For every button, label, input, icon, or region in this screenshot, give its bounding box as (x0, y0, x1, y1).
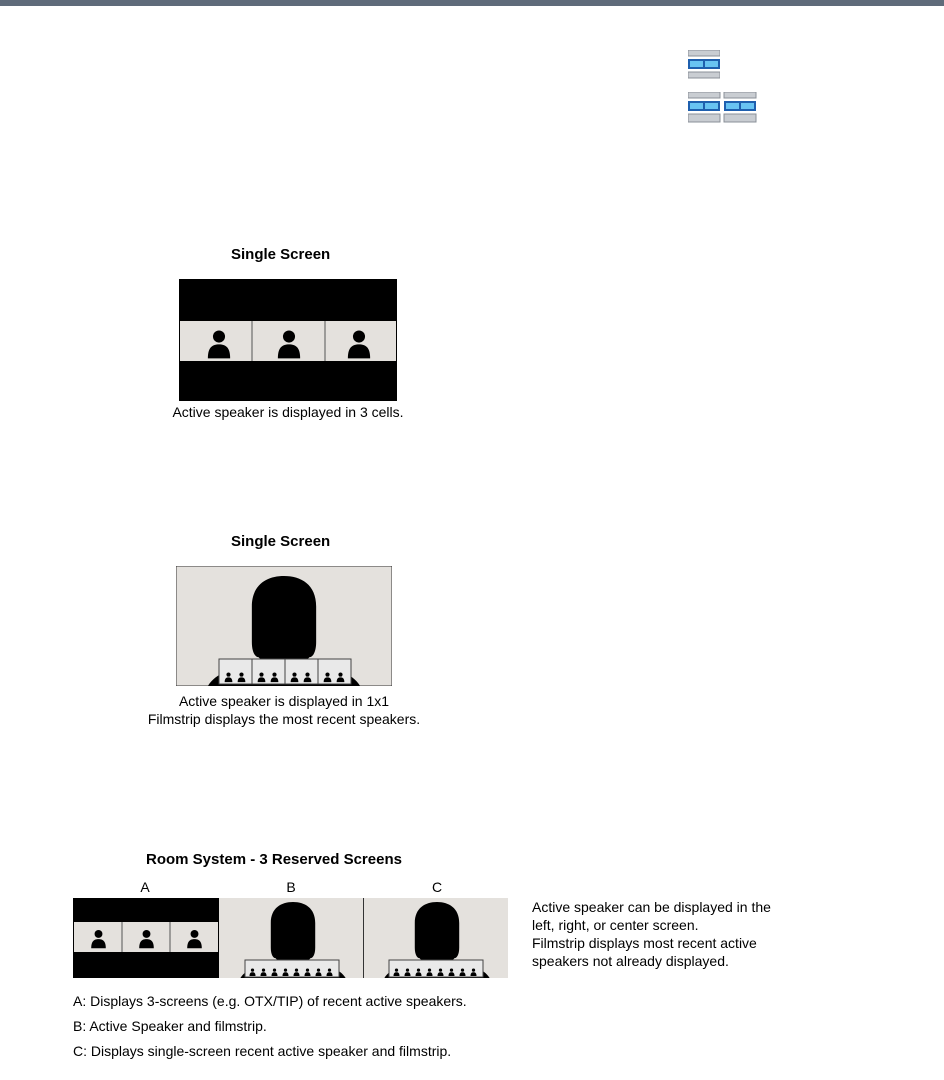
side-text-line3: Filmstrip displays most recent active (532, 935, 757, 951)
note-b: B: Active Speaker and filmstrip. (73, 1018, 267, 1034)
diagram2-caption-line1: Active speaker is displayed in 1x1 (178, 693, 390, 709)
diagram1-caption: Active speaker is displayed in 3 cells. (172, 404, 404, 420)
diagram1-title: Single Screen (231, 246, 331, 263)
screen-label-a: A (140, 879, 150, 895)
layout-double-screen-icon (688, 92, 758, 124)
screen-a (73, 898, 219, 978)
note-c: C: Displays single-screen recent active speaker and filmstrip. (73, 1043, 452, 1059)
side-text-line4: speakers not already displayed. (532, 953, 729, 969)
diagram2-caption-line2: Filmstrip displays the most recent speakers. (147, 711, 421, 727)
screen-c (364, 898, 508, 978)
side-text-line2: left, right, or center screen. (532, 917, 699, 933)
screen-label-c: C (431, 879, 443, 895)
side-text-line1: Active speaker can be displayed in the (532, 899, 771, 915)
layout-single-screen-icon (688, 50, 720, 80)
diagram2-title: Single Screen (231, 533, 331, 550)
screen-b (219, 898, 364, 978)
top-border (0, 0, 944, 6)
diagram3-title: Room System - 3 Reserved Screens (146, 851, 402, 868)
diagram1-screen (179, 279, 397, 401)
screen-label-b: B (286, 879, 296, 895)
note-a: A: Displays 3-screens (e.g. OTX/TIP) of recent active speakers. (73, 993, 467, 1009)
diagram2-screen (176, 566, 392, 686)
